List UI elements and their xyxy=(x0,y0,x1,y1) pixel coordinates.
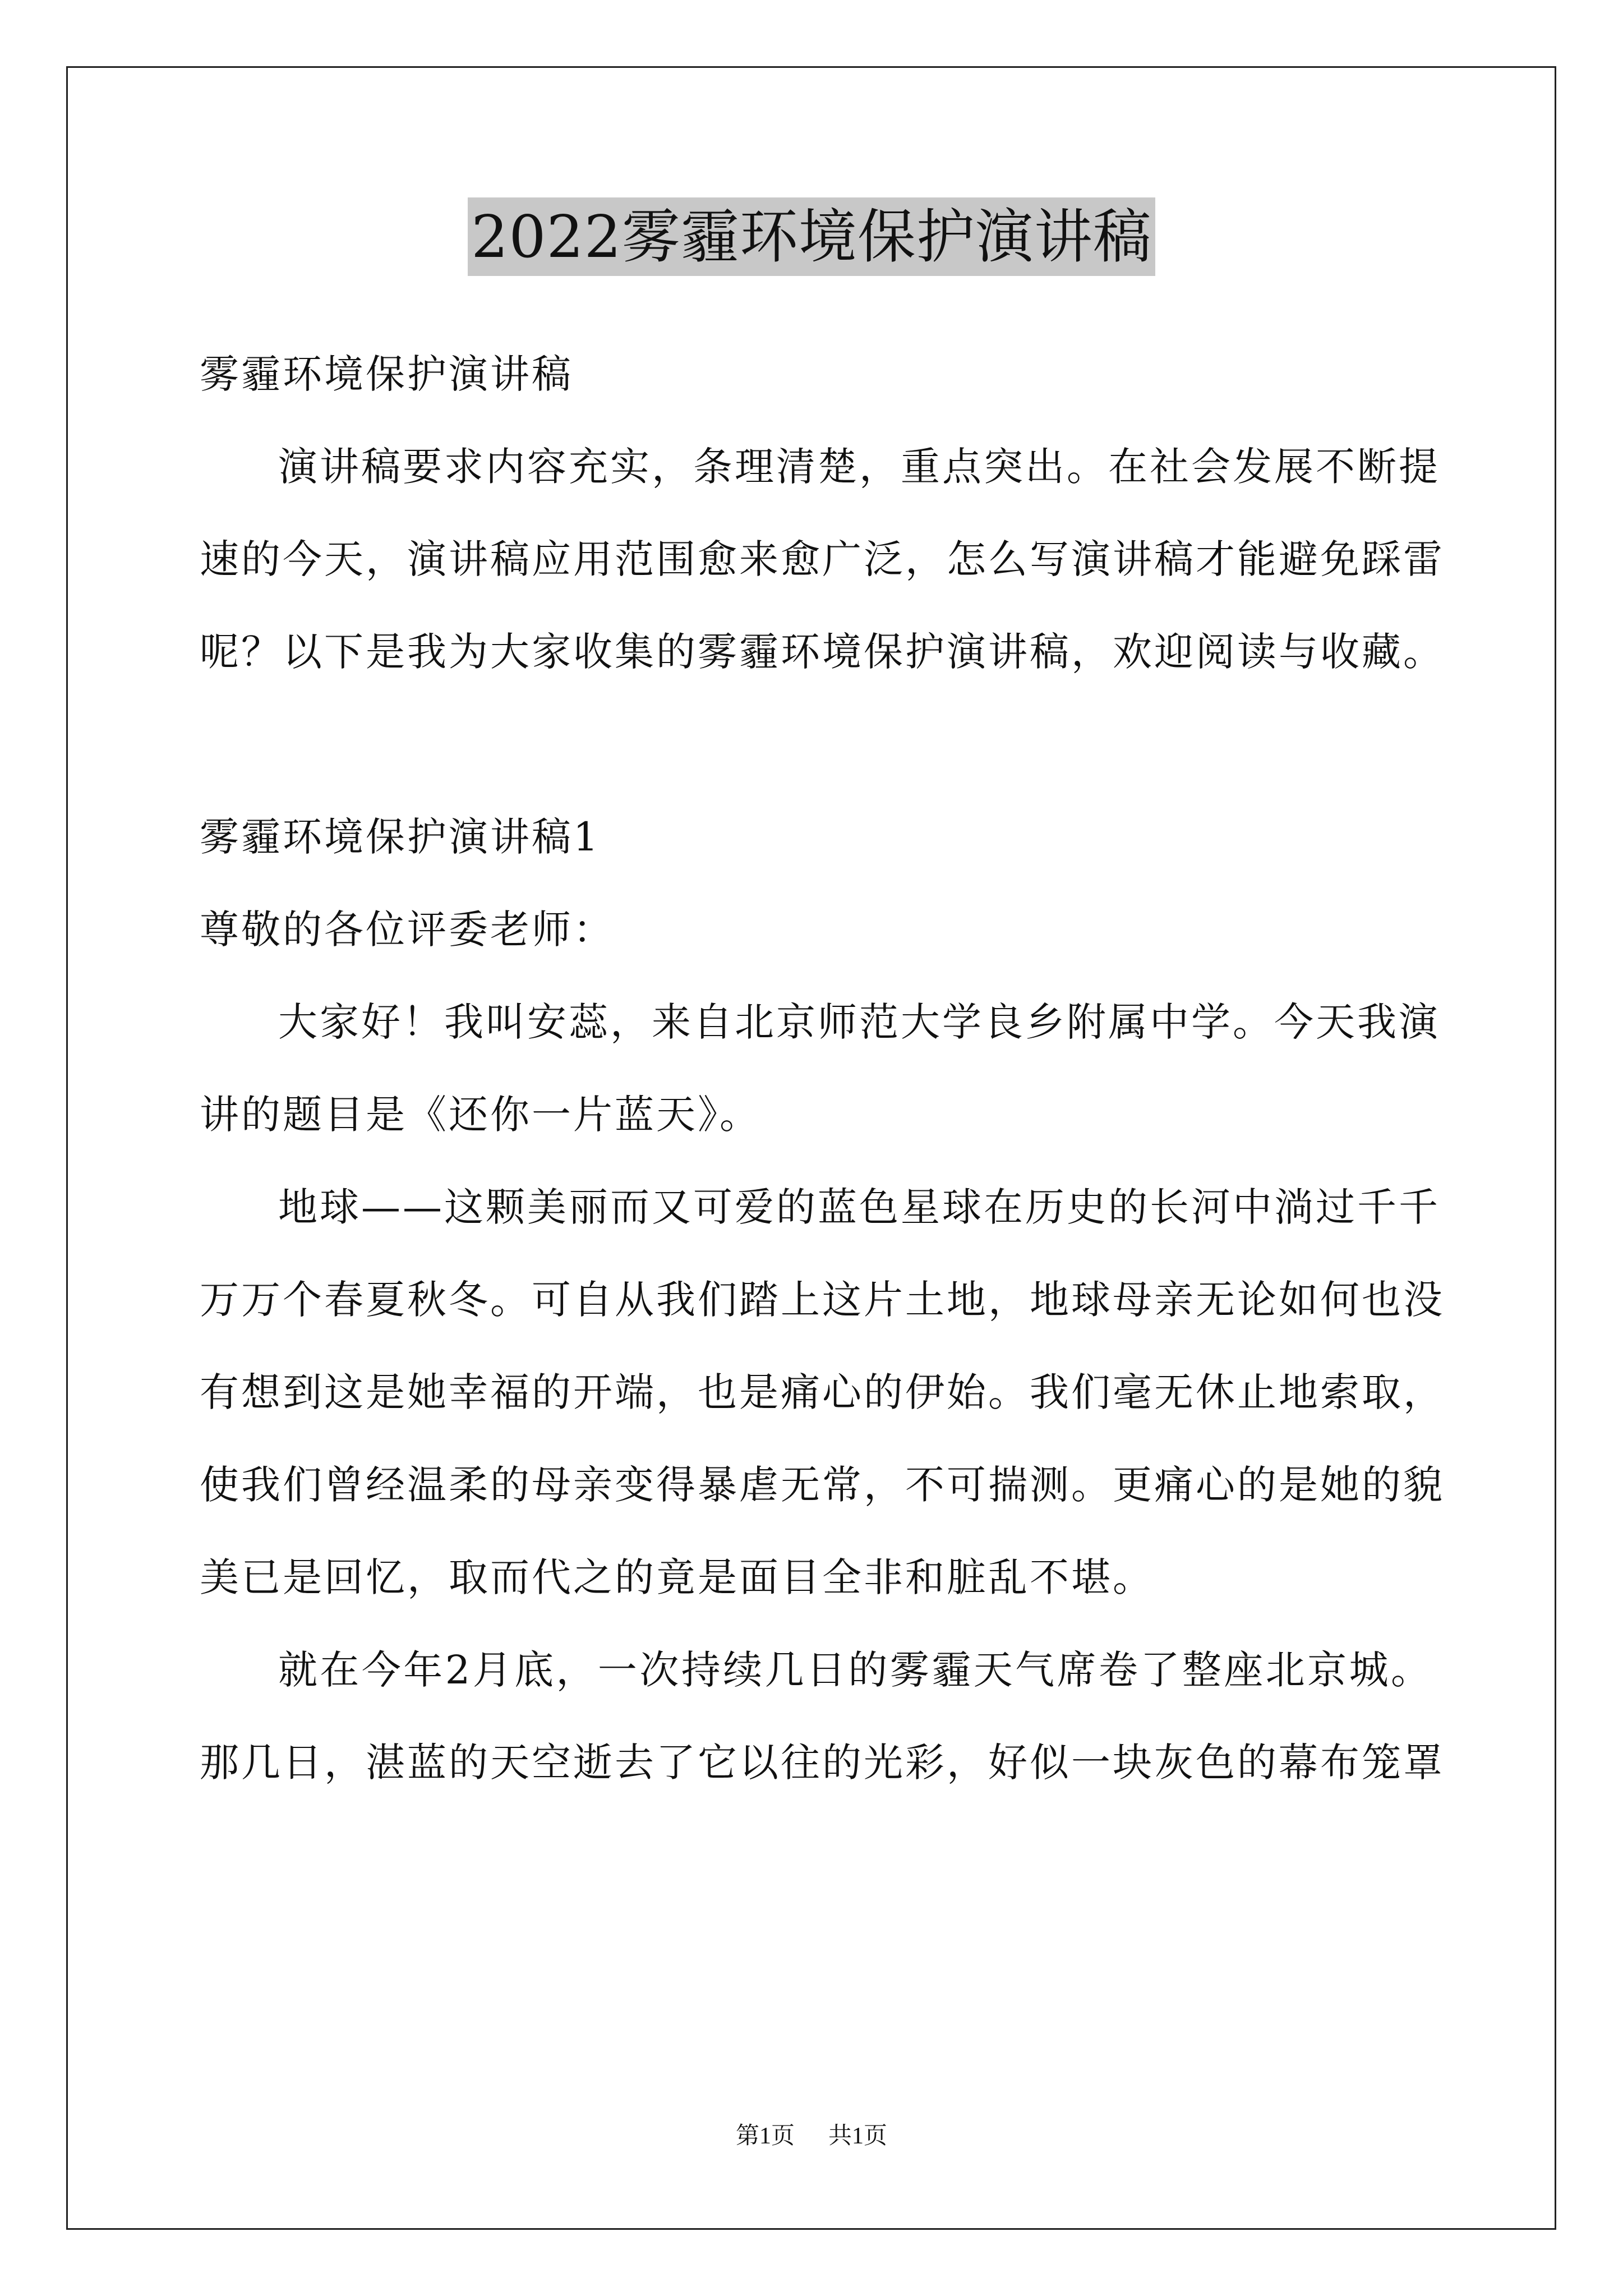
text-line: 讲的题目是《还你一片蓝天》。 xyxy=(200,1092,761,1138)
text-line: 使我们曾经温柔的母亲变得暴虐无常，不可揣测。更痛心的是她的貌 xyxy=(200,1462,1445,1508)
text-line: 大家好！我叫安蕊，来自北京师范大学良乡附属中学。今天我演 xyxy=(278,999,1440,1045)
text-line: 尊敬的各位评委老师： xyxy=(200,907,615,953)
text-line: 雾霾环境保护演讲稿1 xyxy=(200,814,601,860)
blank-line xyxy=(200,698,1432,791)
title-container xyxy=(0,197,1623,276)
text-line: 那几日，湛蓝的天空逝去了它以往的光彩，好似一块灰色的幕布笼罩 xyxy=(200,1740,1445,1786)
page-footer xyxy=(0,2119,1623,2153)
text-line: 雾霾环境保护演讲稿 xyxy=(200,351,573,397)
text-line: 美已是回忆，取而代之的竟是面目全非和脏乱不堪。 xyxy=(200,1554,1154,1600)
document-title: 2022雾霾环境保护演讲稿 xyxy=(468,197,1155,276)
text-line: 速的今天，演讲稿应用范围愈来愈广泛，怎么写演讲稿才能避免踩雷 xyxy=(200,536,1445,582)
text-line: 有想到这是她幸福的开端，也是痛心的伊始。我们毫无休止地索取， xyxy=(200,1369,1445,1415)
page-number: 第1页 xyxy=(735,2123,795,2149)
text-line: 演讲稿要求内容充实，条理清楚，重点突出。在社会发展不断提 xyxy=(278,444,1440,490)
document-body xyxy=(200,328,1445,1809)
page-total: 共1页 xyxy=(828,2123,888,2149)
text-line: 万万个春夏秋冬。可自从我们踏上这片土地，地球母亲无论如何也没 xyxy=(200,1277,1445,1323)
text-line: 呢？以下是我为大家收集的雾霾环境保护演讲稿，欢迎阅读与收藏。 xyxy=(200,629,1445,675)
text-line: 地球——这颗美丽而又可爱的蓝色星球在历史的长河中淌过千千 xyxy=(278,1184,1440,1230)
text-line: 就在今年2月底，一次持续几日的雾霾天气席卷了整座北京城。 xyxy=(278,1647,1432,1693)
